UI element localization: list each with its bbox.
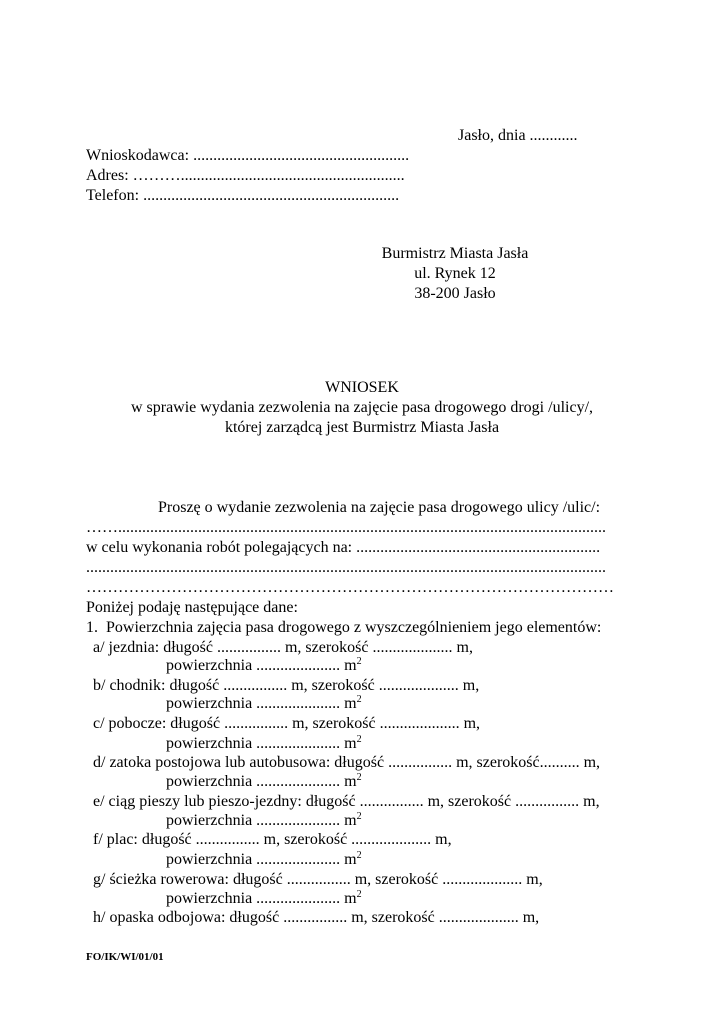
area-line: powierzchnia ..................... $m^2$: [166, 734, 362, 752]
area-line: powierzchnia ..................... $m^2$: [166, 656, 362, 674]
area-line: powierzchnia ..................... $m^2$: [166, 850, 362, 868]
data-intro: Poniżej podaję następujące dane:: [86, 599, 298, 616]
applicant-line: Wnioskodawca: ......................................................: [86, 147, 410, 164]
place-date: Jasło, dnia ............: [458, 127, 578, 144]
element-pobocze: c/ pobocze: długość ................ m, szerokość .................... m,: [93, 715, 481, 732]
recipient-street: ul. Rynek 12: [414, 265, 496, 282]
request-intro: Proszę o wydanie zezwolenia na zajęcie pasa drogowego ulicy /ulic/:: [158, 499, 601, 516]
dotted-line-1: ..................................................................................................................................: [86, 559, 606, 576]
element-ciag-pieszy: e/ ciąg pieszy lub pieszo-jezdny: długość ................ m, szerokość ................ m,: [93, 793, 600, 810]
street-line: ……..........................................................................................................................: [86, 519, 606, 536]
area-line: powierzchnia ..................... $m^2$: [166, 889, 362, 907]
recipient-city: 38-200 Jasło: [414, 285, 496, 302]
dotted-line-2: ………………………………………………………………………………………: [86, 579, 614, 596]
element-sciezka-rowerowa: g/ ścieżka rowerowa: długość ................ m, szerokość .................... m,: [93, 871, 543, 888]
document-title: WNIOSEK: [325, 379, 399, 396]
item-1-heading: 1. Powierzchnia zajęcia pasa drogowego z wyszczególnieniem jego elementów:: [86, 619, 602, 636]
document-subtitle-1: w sprawie wydania zezwolenia na zajęcie pasa drogowego drogi /ulicy/,: [130, 399, 594, 416]
form-code: FO/IK/WI/01/01: [86, 951, 164, 963]
element-zatoka: d/ zatoka postojowa lub autobusowa: długość ................ m, szerokość.......... m,: [93, 754, 601, 771]
element-plac: f/ plac: długość ................ m, szerokość .................... m,: [93, 831, 452, 848]
element-opaska-odbojowa: h/ opaska odbojowa: długość ................ m, szerokość .................... m,: [93, 909, 540, 926]
area-line: powierzchnia ..................... $m^2$: [166, 811, 362, 829]
area-line: powierzchnia ..................... $m^2$: [166, 694, 362, 712]
purpose-line: w celu wykonania robót polegających na: .............................................................: [86, 539, 601, 556]
document-subtitle-2: której zarządcą jest Burmistrz Miasta Jasła: [224, 419, 500, 436]
area-line: powierzchnia ..................... $m^2$: [166, 772, 362, 790]
element-jezdnia: a/ jezdnia: długość ................ m, szerokość .................... m,: [93, 639, 473, 656]
element-chodnik: b/ chodnik: długość ................ m, szerokość .................... m,: [93, 677, 480, 694]
address-line: Adres: ………........................................................: [86, 167, 405, 184]
recipient-name: Burmistrz Miasta Jasła: [381, 245, 529, 262]
phone-line: Telefon: ................................................................: [86, 187, 400, 204]
